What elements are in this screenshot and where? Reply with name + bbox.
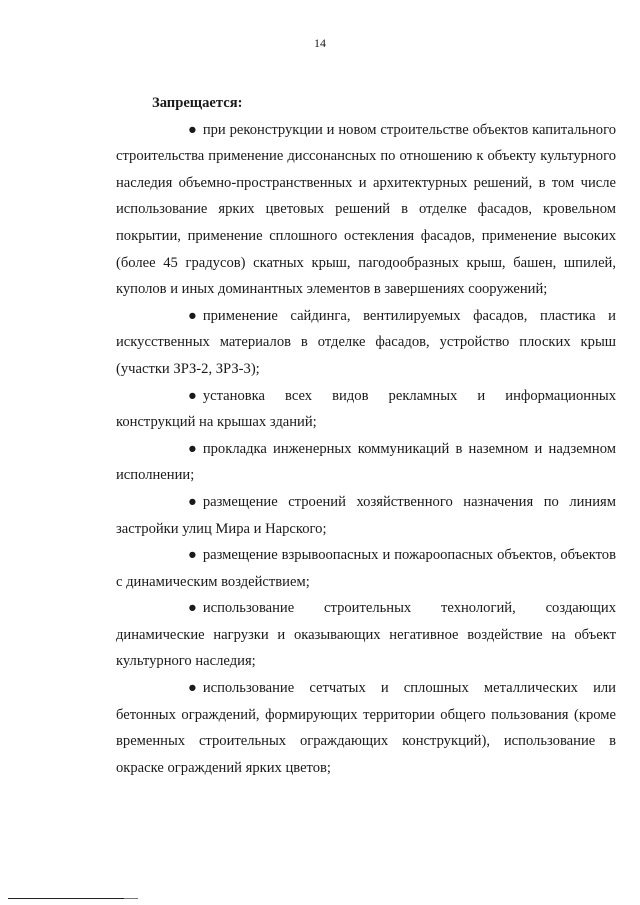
bullet-icon: ● bbox=[188, 307, 197, 324]
list-item bbox=[116, 303, 616, 383]
list-item-text: использование сетчатых и сплошных металлических или бетонных ограждений, формирующих территории общего пользования (кроме временных строительных ограждающих конструкций), использование в окраске ограждений ярких цветов; bbox=[116, 680, 616, 776]
list-item bbox=[116, 595, 616, 675]
list-item bbox=[116, 117, 616, 303]
list-item bbox=[116, 675, 616, 781]
list-item-text: прокладка инженерных коммуникаций в наземном и надземном исполнении; bbox=[116, 440, 616, 484]
bullet-icon: ● bbox=[188, 600, 197, 617]
page-number: 14 bbox=[314, 36, 326, 50]
list-item-text: размещение взрывоопасных и пожароопасных объектов, объектов с динамическим воздействием; bbox=[116, 547, 616, 590]
bullet-icon: ● bbox=[188, 547, 197, 564]
bullet-icon: ● bbox=[188, 493, 197, 510]
footer-rule bbox=[8, 898, 126, 899]
list-item bbox=[116, 489, 616, 542]
list-item bbox=[116, 436, 616, 489]
list-item-text: размещение строений хозяйственного назначения по линиям застройки улиц Мира и Нарского; bbox=[116, 493, 616, 537]
bullet-icon: ● bbox=[188, 440, 197, 457]
list-item-text: использование строительных технологий, создающих динамические нагрузки и оказывающих негативное воздействие на объект культурного наследия; bbox=[116, 600, 616, 670]
list-item-text: при реконструкции и новом строительстве объектов капитального строительства применение диссонансных по отношению к объекту культурного наследия объемно-пространственных и архитектурных решений, в том числе использование ярких цветовых решений в отделке фасадов, кровельном покрытии, применение сплошного остекления фасадов, применение высоких (более 45 градусов) скатных крыш, пагодообразных крыш, башен, шпилей, куполов и иных доминантных элементов в завершениях сооружений; bbox=[116, 121, 616, 298]
bullet-icon: ● bbox=[188, 387, 197, 404]
bullet-icon: ● bbox=[188, 121, 197, 138]
bullet-icon: ● bbox=[188, 680, 197, 697]
list-item-text: применение сайдинга, вентилируемых фасадов, пластика и искусственных материалов в отделке фасадов, устройство плоских крыш (участки ЗРЗ-2, ЗРЗ-3); bbox=[116, 307, 616, 377]
section-heading: Запрещается: bbox=[152, 95, 243, 111]
footer-rule-segment bbox=[124, 898, 138, 899]
list-item-text: установка всех видов рекламных и информационных конструкций на крышах зданий; bbox=[116, 387, 616, 431]
document-body bbox=[116, 90, 616, 781]
list-item bbox=[116, 542, 616, 595]
list-item bbox=[116, 383, 616, 436]
